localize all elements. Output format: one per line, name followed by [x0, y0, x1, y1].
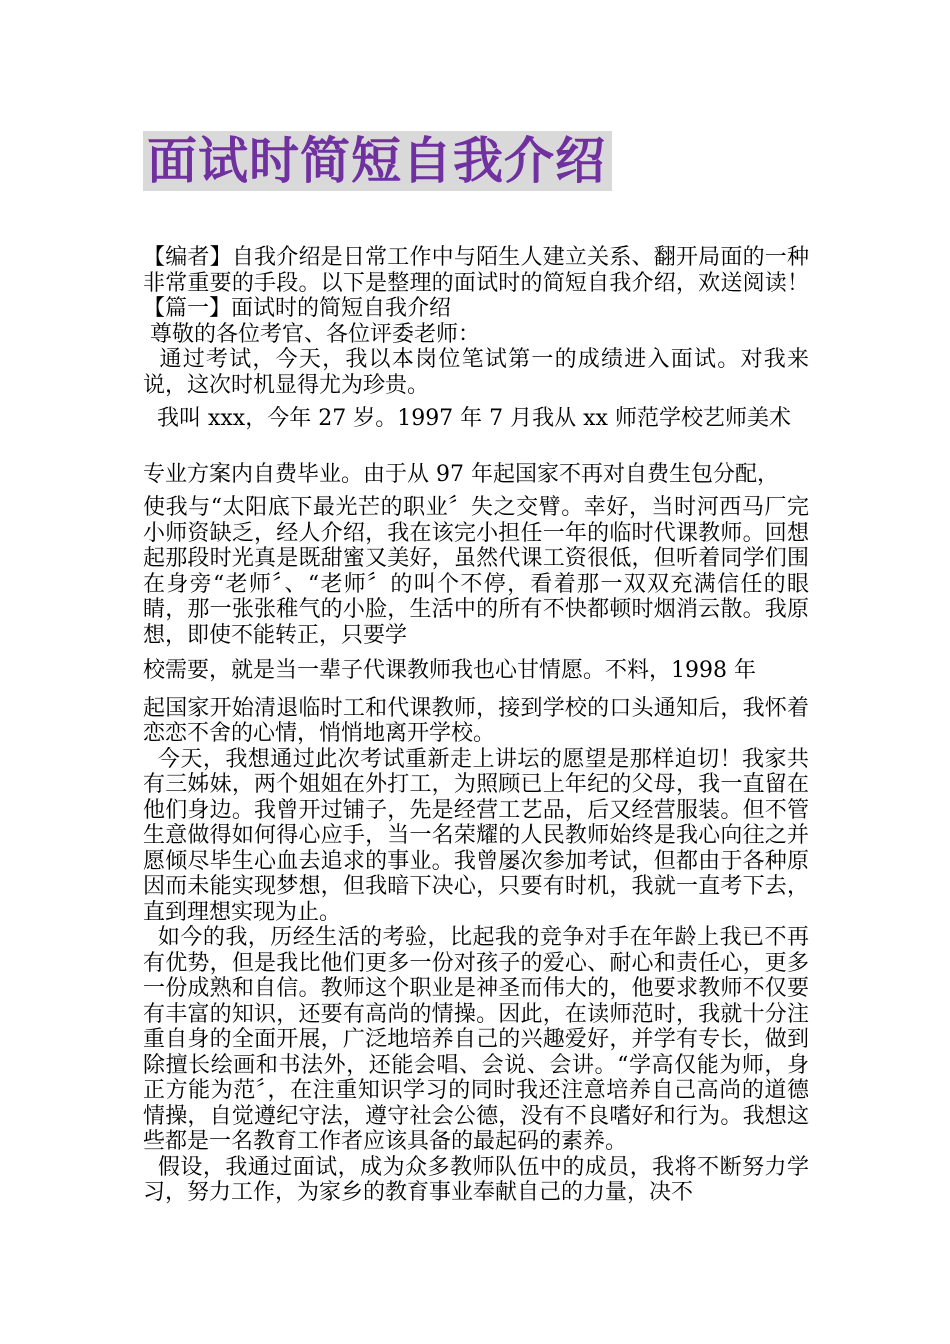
paragraph-salutation: 尊敬的各位考官、各位评委老师：: [143, 321, 481, 347]
paragraph-graduation: 专业方案内自费毕业。由于从 97 年起国家不再对自费生包分配，: [143, 461, 779, 487]
paragraph-now: 如今的我，历经生活的考验，比起我的竞争对手在年龄上我已不再有优势，但是我比他们更多一份对孩子的爱心、耐心和责任心，更多一份成熟和自信。教师这个职业是神圣而伟大的，他要求教师不仅要有丰富的知识，还要有高尚的情操。因此，在读师范时，我就十分注重自身的全面开展，广泛地培养自己的兴趣爱好，并学有专长，做到除擅长绘画和书法外，还能会唱、会说、会讲。“学高仅能为师，身正方能为范〞，在注重知识学习的同时我还注意培养自己高尚的道德情操，自觉遵纪守法，遵守社会公德，没有不良嗜好和行为。我想这些都是一名教育工作者应该具备的最起码的素养。: [143, 925, 809, 1154]
paragraph-willing: 校需要，就是当一辈子代课教师我也心甘情愿。不料，1998 年: [143, 658, 756, 683]
paragraph-intro: 【编者】自我介绍是日常工作中与陌生人建立关系、翻开局面的一种非常重要的手段。以下是整理的面试时的简短自我介绍，欢送阅读！【篇一】面试时的简短自我介绍: [143, 245, 809, 321]
title-highlight: [143, 131, 612, 191]
paragraph-if: 假设，我通过面试，成为众多教师队伍中的成员，我将不断努力学习，努力工作，为家乡的教育事业奉献自己的力量，决不: [143, 1154, 809, 1205]
paragraph-today: 今天，我想通过此次考试重新走上讲坛的愿望是那样迫切！我家共有三姊妹，两个姐姐在外打工，为照顾已上年纪的父母，我一直留在他们身边。我曾开过铺子，先是经营工艺品，后又经营服装。但不管生意做得如何得心应手，当一名荣耀的人民教师始终是我心向往之并愿倾尽毕生心血去追求的事业。我曾屡次参加考试，但都由于各种原因而未能实现梦想，但我暗下决心，只要有时机，我就一直考下去，直到理想实现为止。: [143, 746, 809, 925]
document-body: [143, 245, 809, 1206]
paragraph-substitute-teacher: 使我与“太阳底下最光芒的职业〞失之交臂。幸好，当时河西马厂完小师资缺乏，经人介绍，我在该完小担任一年的临时代课教师。回想起那段时光真是既甜蜜又美好，虽然代课工资很低，但听着同学们围在身旁“老师〞、“老师〞的叫个不停，看着那一双双充满信任的眼睛，那一张张稚气的小脸，生活中的所有不快都顿时烟消云散。我原想，即使不能转正，只要学: [143, 495, 809, 648]
paragraph-opening: 通过考试，今天，我以本岗位笔试第一的成绩进入面试。对我来说，这次时机显得尤为珍贵。: [143, 347, 809, 398]
paragraph-name-age: 我叫 xxx，今年 27 岁。1997 年 7 月我从 xx 师范学校艺师美术: [143, 406, 791, 431]
document-title: 面试时简短自我介绍: [147, 132, 606, 190]
paragraph-left-school: 起国家开始清退临时工和代课教师，接到学校的口头通知后，我怀着恋恋不舍的心情，悄悄地离开学校。: [143, 695, 809, 746]
